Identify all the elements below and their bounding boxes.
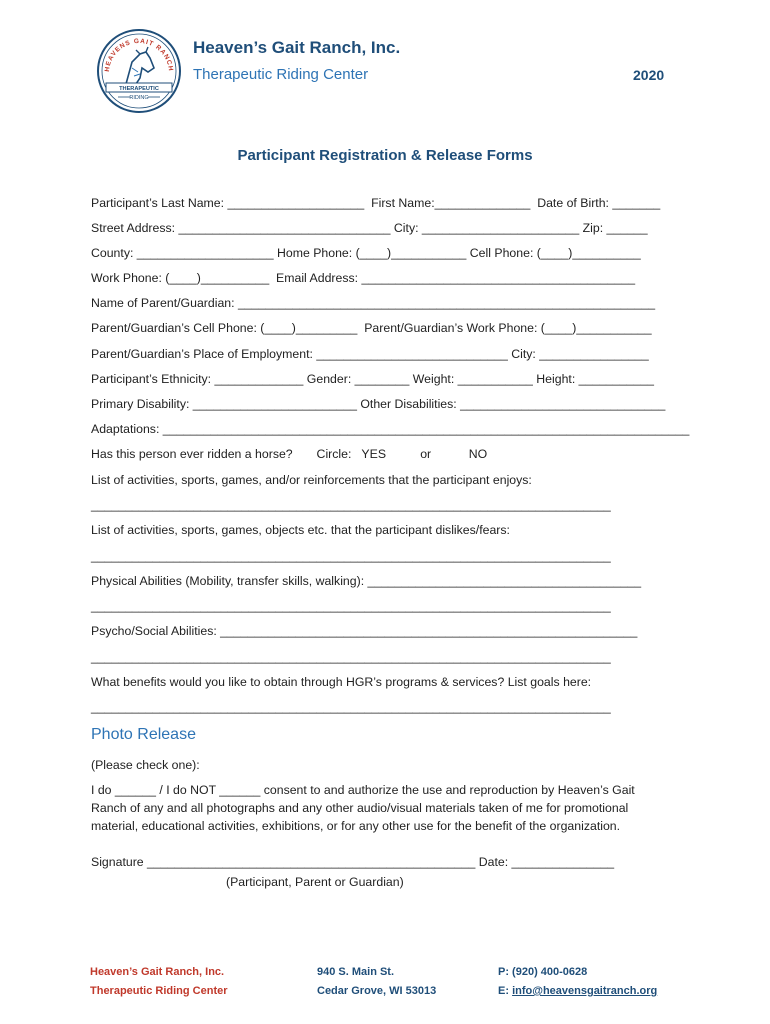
psycho-social-line[interactable]: Psycho/Social Abilities: _____________________________________________________________ bbox=[91, 624, 638, 638]
footer-address-1: 940 S. Main St. bbox=[317, 966, 395, 978]
parent-guardian-name-line[interactable]: Name of Parent/Guardian: _____________________________________________________________ bbox=[91, 296, 656, 310]
footer-org-name: Heaven’s Gait Ranch, Inc. bbox=[90, 966, 225, 978]
enjoys-activities-label: List of activities, sports, games, and/or reinforcements that the participant enjoys: bbox=[91, 473, 532, 487]
ridden-horse-question[interactable]: Has this person ever ridden a horse? Circle: YES or NO bbox=[91, 447, 488, 461]
footer-email-link[interactable]: info@heavensgaitranch.org bbox=[512, 985, 658, 997]
physical-abilities-line[interactable]: Physical Abilities (Mobility, transfer skills, walking): ________________________________________ bbox=[91, 574, 642, 588]
logo-text-banner: THERAPEUTIC bbox=[119, 86, 159, 92]
ranch-logo bbox=[96, 28, 182, 114]
dislikes-blank[interactable]: ____________________________________________________________________________ bbox=[91, 549, 611, 563]
photo-consent-line-2: Ranch of any and all photographs and any other audio/visual materials taken of me for promotional bbox=[91, 801, 629, 815]
psycho-social-blank[interactable]: ____________________________________________________________________________ bbox=[91, 650, 611, 664]
photo-release-instruction: (Please check one): bbox=[91, 758, 200, 772]
parent-guardian-employment-line[interactable]: Parent/Guardian’s Place of Employment: ____________________________ City: ________________ bbox=[91, 347, 649, 361]
street-address-line[interactable]: Street Address: _______________________________ City: _______________________ Zip: ______ bbox=[91, 221, 648, 235]
footer-address-2: Cedar Grove, WI 53013 bbox=[317, 985, 437, 997]
adaptations-line[interactable]: Adaptations: _____________________________________________________________________________ bbox=[91, 422, 690, 436]
form-title: Participant Registration & Release Forms bbox=[237, 147, 533, 164]
ethnicity-gender-line[interactable]: Participant’s Ethnicity: _____________ Gender: ________ Weight: ___________ Height: ___________ bbox=[91, 372, 654, 386]
disability-line[interactable]: Primary Disability: ________________________ Other Disabilities: ______________________________ bbox=[91, 397, 666, 411]
photo-consent-line-1[interactable]: I do ______ / I do NOT ______ consent to and authorize the use and reproduction by Heaven’s Gait bbox=[91, 783, 635, 797]
logo-text-bottom: RIDING bbox=[129, 95, 149, 101]
participant-name-line[interactable]: Participant’s Last Name: ____________________ First Name:______________ Date of Birth: _______ bbox=[91, 196, 661, 210]
form-year: 2020 bbox=[633, 67, 665, 83]
footer-email-prefix: E: bbox=[498, 985, 513, 997]
enjoys-activities-blank[interactable]: ____________________________________________________________________________ bbox=[91, 498, 611, 512]
benefits-goals-blank[interactable]: ____________________________________________________________________________ bbox=[91, 700, 611, 714]
signature-note: (Participant, Parent or Guardian) bbox=[226, 875, 404, 889]
parent-guardian-phone-line[interactable]: Parent/Guardian’s Cell Phone: (____)_________ Parent/Guardian’s Work Phone: (____)___________ bbox=[91, 321, 652, 335]
photo-release-heading: Photo Release bbox=[91, 726, 196, 743]
footer-org-subtitle: Therapeutic Riding Center bbox=[90, 985, 228, 997]
work-phone-email-line[interactable]: Work Phone: (____)__________ Email Address: ________________________________________ bbox=[91, 271, 636, 285]
logo-text-top: HEAVENS GAIT RANCH bbox=[103, 37, 175, 73]
physical-abilities-blank[interactable]: ____________________________________________________________________________ bbox=[91, 599, 611, 613]
signature-date-line[interactable]: Signature ________________________________________________ Date: _______________ bbox=[91, 855, 615, 869]
dislikes-label: List of activities, sports, games, objects etc. that the participant dislikes/fears: bbox=[91, 523, 510, 537]
county-phone-line[interactable]: County: ____________________ Home Phone: (____)___________ Cell Phone: (____)__________ bbox=[91, 246, 641, 260]
org-name: Heaven’s Gait Ranch, Inc. bbox=[193, 38, 401, 57]
org-subtitle: Therapeutic Riding Center bbox=[193, 66, 369, 83]
footer-email-row bbox=[498, 985, 657, 997]
benefits-goals-label: What benefits would you like to obtain through HGR’s programs & services? List goals here: bbox=[91, 675, 592, 689]
photo-consent-line-3: material, educational activities, exhibitions, or for any other use for the benefit of the organization. bbox=[91, 819, 621, 833]
footer-phone: P: (920) 400-0628 bbox=[498, 966, 588, 978]
